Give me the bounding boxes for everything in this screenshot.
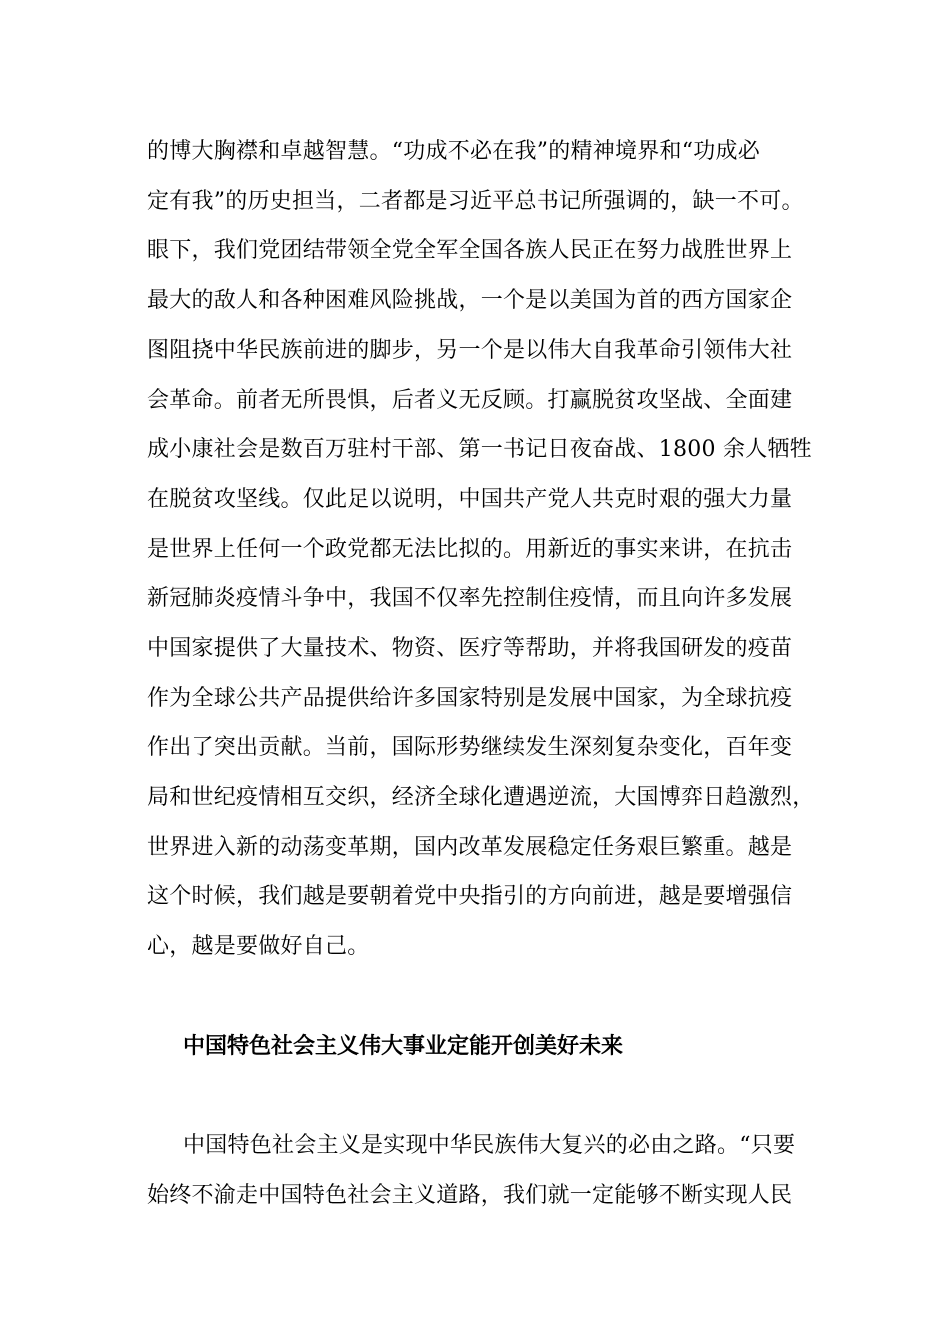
text-line: 眼下，我们党团结带领全党全军全国各族人民正在努力战胜世界上 bbox=[147, 238, 793, 263]
text-line: 的博大胸襟和卓越智慧。“功成不必在我”的精神境界和“功成必 bbox=[147, 139, 760, 164]
text-line: 作为全球公共产品提供给许多国家特别是发展中国家，为全球抗疫 bbox=[147, 686, 793, 711]
text-line: 会革命。前者无所畏惧，后者义无反顾。打赢脱贫攻坚战、全面建 bbox=[147, 388, 793, 413]
text-line: 心，越是要做好自己。 bbox=[147, 934, 370, 959]
section-heading: 中国特色社会主义伟大事业定能开创美好未来 bbox=[183, 1034, 624, 1059]
text-line: 中国家提供了大量技术、物资、医疗等帮助，并将我国研发的疫苗 bbox=[147, 636, 793, 661]
text-line: 新冠肺炎疫情斗争中，我国不仅率先控制住疫情，而且向许多发展 bbox=[147, 586, 793, 611]
text-line: 作出了突出贡献。当前，国际形势继续发生深刻复杂变化，百年变 bbox=[147, 735, 793, 760]
text-line: 成小康社会是数百万驻村干部、第一书记日夜奋战、1800 余人牺牲 bbox=[147, 437, 812, 462]
text-line: 是世界上任何一个政党都无法比拟的。用新近的事实来讲，在抗击 bbox=[147, 537, 793, 562]
text-line: 定有我”的历史担当，二者都是习近平总书记所强调的，缺一不可。 bbox=[147, 189, 804, 214]
text-line: 在脱贫攻坚线。仅此足以说明，中国共产党人共克时艰的强大力量 bbox=[147, 487, 793, 512]
text-line: 图阻挠中华民族前进的脚步，另一个是以伟大自我革命引领伟大社 bbox=[147, 338, 793, 363]
text-line: 这个时候，我们越是要朝着党中央指引的方向前进，越是要增强信 bbox=[147, 884, 793, 909]
text-line: 始终不渝走中国特色社会主义道路，我们就一定能够不断实现人民 bbox=[147, 1183, 793, 1208]
text-line: 世界进入新的动荡变革期，国内改革发展稳定任务艰巨繁重。越是 bbox=[147, 835, 793, 860]
text-line: 局和世纪疫情相互交织，经济全球化遭遇逆流，大国博弈日趋激烈， bbox=[147, 785, 815, 810]
text-line: 最大的敌人和各种困难风险挑战，一个是以美国为首的西方国家企 bbox=[147, 288, 793, 313]
text-line: 中国特色社会主义是实现中华民族伟大复兴的必由之路。“只要 bbox=[183, 1133, 796, 1158]
